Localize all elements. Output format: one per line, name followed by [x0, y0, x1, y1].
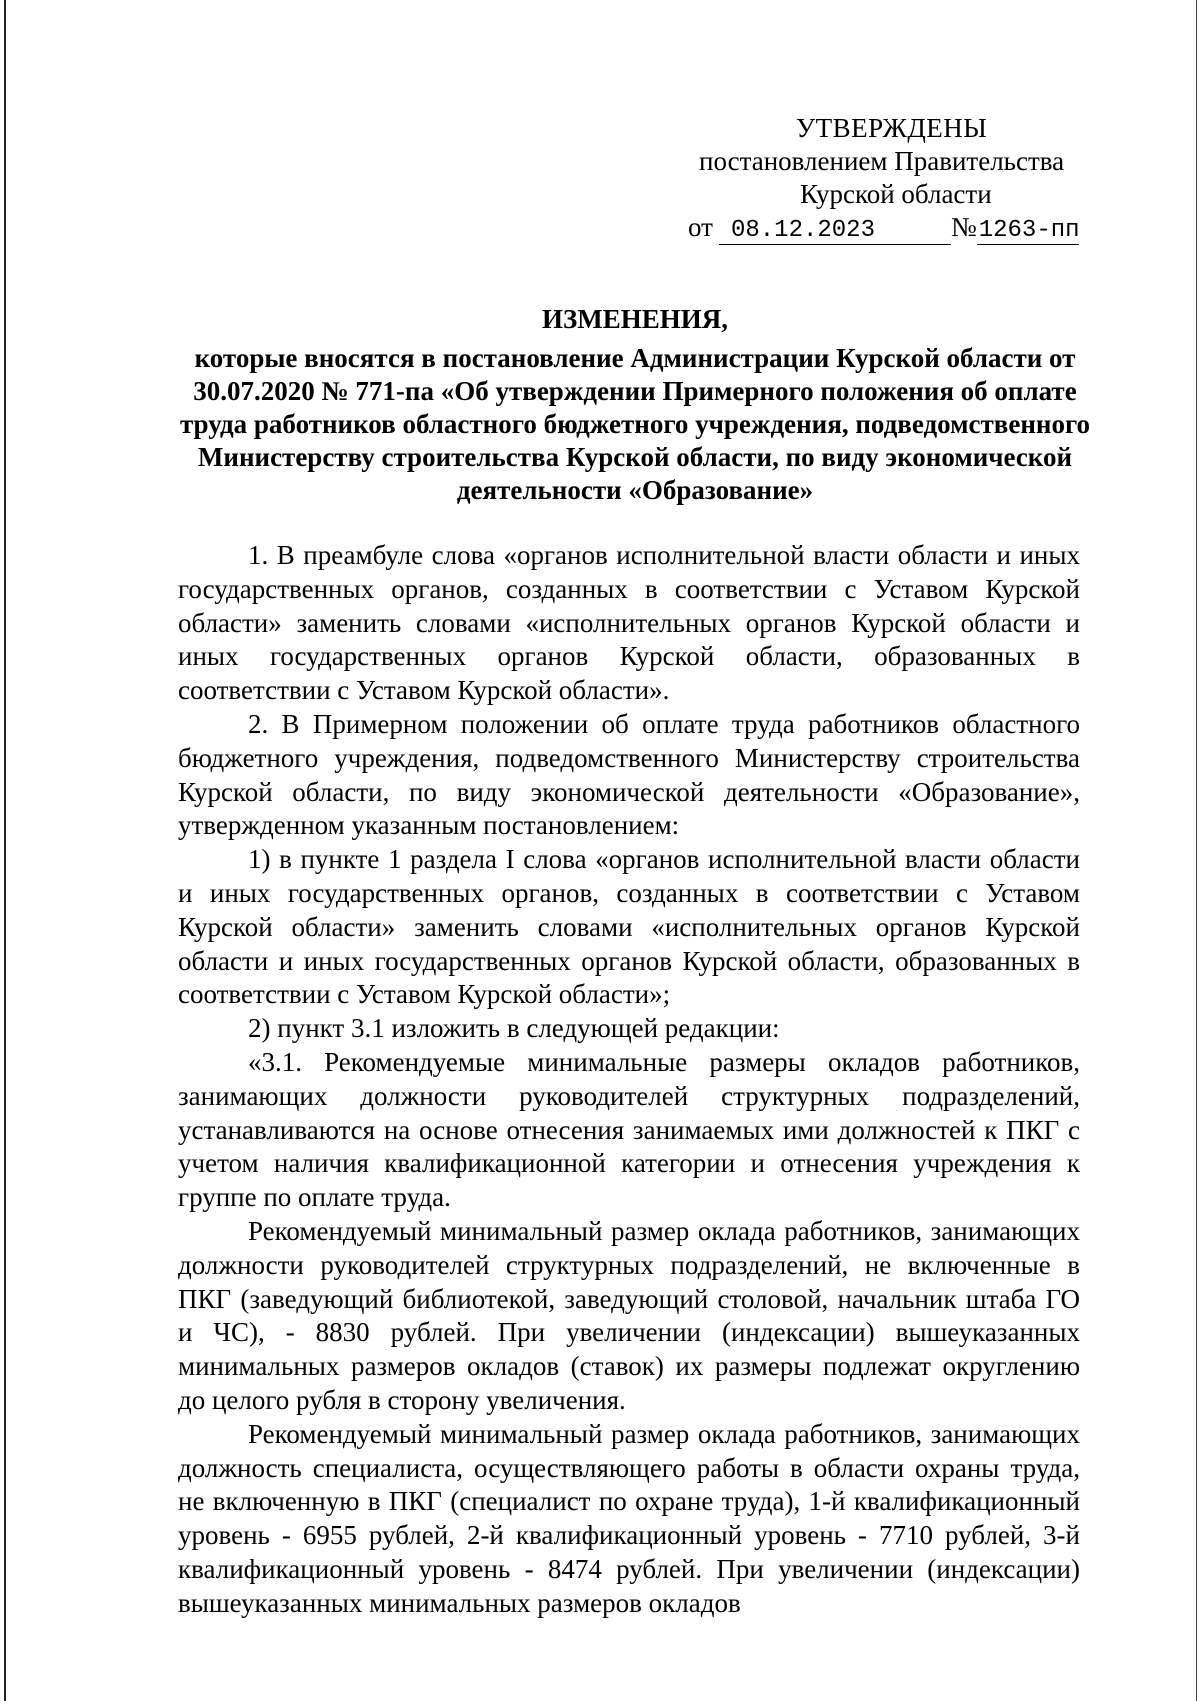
approval-title: УТВЕРЖДЕНЫ	[796, 113, 988, 143]
scan-right-edge	[1196, 0, 1197, 1701]
paragraph-7: Рекомендуемый минимальный размер оклада работников, занимающих должность специалиста, осуществляющего работы в области охраны труда, не включенную в ПКГ (специалист по охране труда), 1-й квалификационный уровень - 6955 рублей, 2-й квалификационный уровень - 7710 рублей, 3-й квалификационный уровень - 8474 рублей. При увеличении (индексации) вышеуказанных минимальных размеров окладов	[178, 1418, 1080, 1618]
approval-issuer: постановлением Правительства	[699, 146, 1065, 176]
paragraph-6: Рекомендуемый минимальный размер оклада работников, занимающих должности руководителей структурных подразделений, не включенные в ПКГ (заведующий библиотекой, заведующий столовой, начальник штаба ГО и ЧС), - 8830 рублей. При увеличении (индексации) вышеуказанных минимальных размеров окладов (ставок) их размеры подлежат округлению до целого рубля в сторону увеличения.	[178, 1215, 1080, 1415]
paragraph-2: 2. В Примерном положении об оплате труда работников областного бюджетного учреждения, подведомственного Министерству строительства Курской области, по виду экономической деятельности «Образование», утвержденном указанным постановлением:	[178, 708, 1080, 841]
paragraph-4: 2) пункт 3.1 изложить в следующей редакции:	[248, 1013, 780, 1044]
approval-date-number-line	[600, 211, 1090, 245]
document-heading	[175, 303, 1095, 507]
number-prefix: №	[950, 212, 977, 242]
date-prefix: от	[688, 212, 713, 242]
approval-number: 1263-пп	[978, 217, 1080, 244]
scan-left-edge	[4, 0, 6, 1701]
document-body	[178, 539, 1080, 1621]
heading-subtitle: которые вносятся в постановление Администрации Курской области от 30.07.2020 № 771-па «Об утверждении Примерного положения об оплате труда работников областного бюджетного учреждения, подведомственного Министерству строительства Курской области, по виду экономической деятельности «Образование»	[179, 343, 1091, 505]
paragraph-1: 1. В преамбуле слова «органов исполнительной власти области и иных государственных органов, созданных в соответствии с Уставом Курской области» заменить словами «исполнительных органов Курской области и иных государственных органов Курской области, образованных в соответствии с Уставом Курской области».	[178, 540, 1080, 706]
approval-region: Курской области	[800, 179, 992, 209]
approval-stamp-block	[600, 112, 1090, 245]
paragraph-3: 1) в пункте 1 раздела I слова «органов исполнительной власти области и иных государственных органов, созданных в соответствии с Уставом Курской области» заменить словами «исполнительных органов Курской области и иных государственных органов Курской области, образованных в соответствии с Уставом Курской области»;	[178, 844, 1080, 1010]
paragraph-5: «3.1. Рекомендуемые минимальные размеры окладов работников, занимающих должности руководителей структурных подразделений, устанавливаются на основе отнесения занимаемых ими должностей к ПКГ с учетом наличия квалификационной категории и отнесения учреждения к группе по оплате труда.	[178, 1046, 1080, 1213]
heading-title: ИЗМЕНЕНИЯ,	[541, 304, 728, 334]
approval-date: 08.12.2023	[719, 218, 951, 245]
